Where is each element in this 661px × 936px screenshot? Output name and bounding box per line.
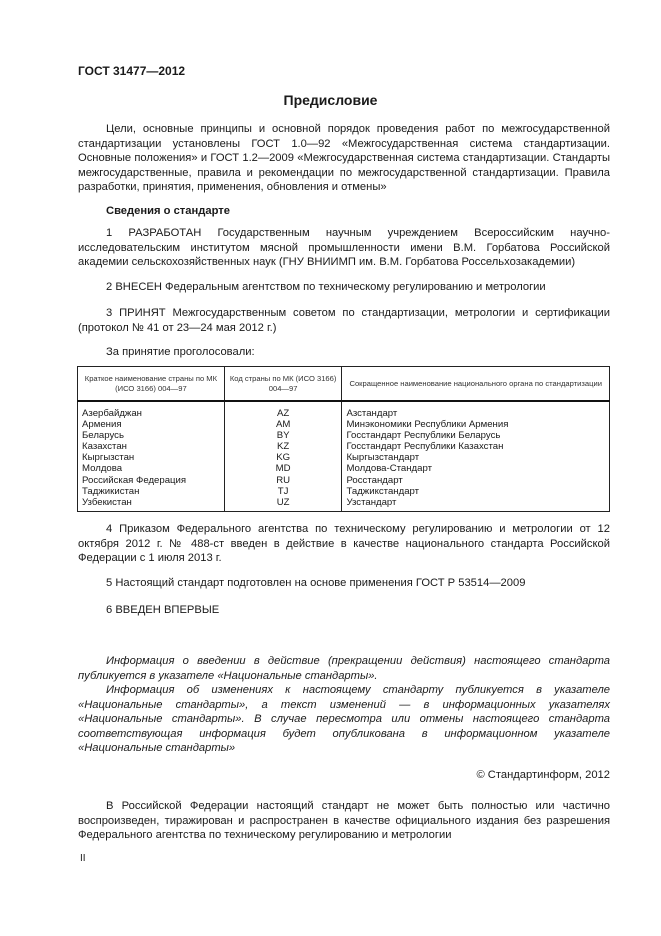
item-4 <box>78 522 610 566</box>
intro-text: Цели, основные принципы и основной порядок проведения работ по межгосударственной стандартизации установлены ГОСТ 1.0—92 «Межгосударственная система стандартизации. Основные положения» и ГОСТ 1.2—2009 «Межгосударственная система стандартизации. Стандарты межгосударственные, правила и рекомендации по межгосударственной стандартизации. Правила разработки, принятия, применения, обновления и отмены» <box>78 123 610 194</box>
standards-body: Росстандарт <box>342 475 610 486</box>
vote-label <box>78 345 610 360</box>
document-code: ГОСТ 31477—2012 <box>78 64 186 78</box>
country-name: Узбекистан <box>78 497 225 512</box>
table-row <box>78 486 610 497</box>
header-standards-body: Сокращенное наименование национального органа по стандартизации <box>342 367 610 402</box>
country-code: AZ <box>224 401 342 419</box>
table-row <box>78 497 610 512</box>
item-4-text: 4 Приказом Федерального агентства по техническому регулированию и метрологии от 12 октября 2012 г. № 488-ст введен в действие в качестве национального стандарта Российской Федерации с 1 июля 2013 г. <box>78 523 610 565</box>
country-name: Российская Федерация <box>78 475 225 486</box>
notice-text-2: Информация об изменениях к настоящему стандарту публикуется в указателе «Национальные стандарты», а текст изменений — в информационных указателях «Национальные стандарты». В случае пересмотра или отмены настоящего стандарта соответствующая информация будет опубликована в информационном указателе «Национальные стандарты» <box>78 684 610 755</box>
header-country-name: Краткое наименование страны по МК (ИСО 3166) 004—97 <box>78 367 225 402</box>
notice-paragraph-1 <box>78 654 610 683</box>
table-row <box>78 401 610 419</box>
table-row <box>78 452 610 463</box>
country-code: MD <box>224 463 342 474</box>
copyright: © Стандартинформ, 2012 <box>476 769 610 781</box>
section-heading-text: Сведения о стандарте <box>106 205 230 217</box>
table-row <box>78 475 610 486</box>
item-6 <box>78 603 610 618</box>
country-name: Азербайджан <box>78 401 225 419</box>
country-code: RU <box>224 475 342 486</box>
country-name: Таджикистан <box>78 486 225 497</box>
country-code: BY <box>224 430 342 441</box>
country-code: KZ <box>224 441 342 452</box>
rights-paragraph <box>78 799 610 843</box>
standards-body: Молдова-Стандарт <box>342 463 610 474</box>
standards-body: Госстандарт Республики Казахстан <box>342 441 610 452</box>
item-2-text: 2 ВНЕСЕН Федеральным агентством по техническому регулированию и метрологии <box>106 281 546 293</box>
table-header-row <box>78 367 610 402</box>
vote-label-text: За принятие проголосовали: <box>106 346 255 358</box>
standards-body: Госстандарт Республики Беларусь <box>342 430 610 441</box>
rights-text: В Российской Федерации настоящий стандарт не может быть полностью или частично воспроизведен, тиражирован и распространен в качестве официального издания без разрешения Федерального агентства по техническому регулированию и метрологии <box>78 800 610 842</box>
country-code: AM <box>224 419 342 430</box>
item-3 <box>78 306 610 335</box>
intro-paragraph <box>78 122 610 195</box>
country-code: TJ <box>224 486 342 497</box>
notice-paragraph-2 <box>78 683 610 756</box>
country-code: UZ <box>224 497 342 512</box>
country-name: Казахстан <box>78 441 225 452</box>
country-name: Армения <box>78 419 225 430</box>
notice-text-1: Информация о введении в действие (прекращении действия) настоящего стандарта публикуется в указателе «Национальные стандарты». <box>78 655 610 682</box>
standards-body: Таджикстандарт <box>342 486 610 497</box>
country-name: Молдова <box>78 463 225 474</box>
item-3-text: 3 ПРИНЯТ Межгосударственным советом по стандартизации, метрологии и сертификации (протокол № 41 от 23—24 мая 2012 г.) <box>78 307 610 334</box>
country-name: Беларусь <box>78 430 225 441</box>
table-row <box>78 419 610 430</box>
item-1 <box>78 226 610 270</box>
item-5 <box>78 576 610 591</box>
table-row <box>78 430 610 441</box>
standards-body: Минэкономики Республики Армения <box>342 419 610 430</box>
voting-table <box>77 366 610 512</box>
country-code: KG <box>224 452 342 463</box>
item-1-text: 1 РАЗРАБОТАН Государственным научным учреждением Всероссийским научно-исследовательским институтом мясной промышленности имени В.М. Горбатова Российской академии сельскохозяйственных наук (ГНУ ВНИИМП им. В.М. Горбатова Россельхозакадемии) <box>78 227 610 269</box>
table-row <box>78 441 610 452</box>
table-row <box>78 463 610 474</box>
item-6-text: 6 ВВЕДЕН ВПЕРВЫЕ <box>106 604 220 616</box>
page-title: Предисловие <box>283 92 378 108</box>
country-name: Кыргызстан <box>78 452 225 463</box>
header-country-code: Код страны по МК (ИСО 3166) 004—97 <box>224 367 342 402</box>
item-2 <box>78 280 610 295</box>
standards-body: Кыргызстандарт <box>342 452 610 463</box>
section-heading <box>78 204 610 219</box>
item-5-text: 5 Настоящий стандарт подготовлен на основе применения ГОСТ Р 53514—2009 <box>106 577 526 589</box>
page-number: II <box>80 853 86 864</box>
standards-body: Азстандарт <box>342 401 610 419</box>
standards-body: Узстандарт <box>342 497 610 512</box>
